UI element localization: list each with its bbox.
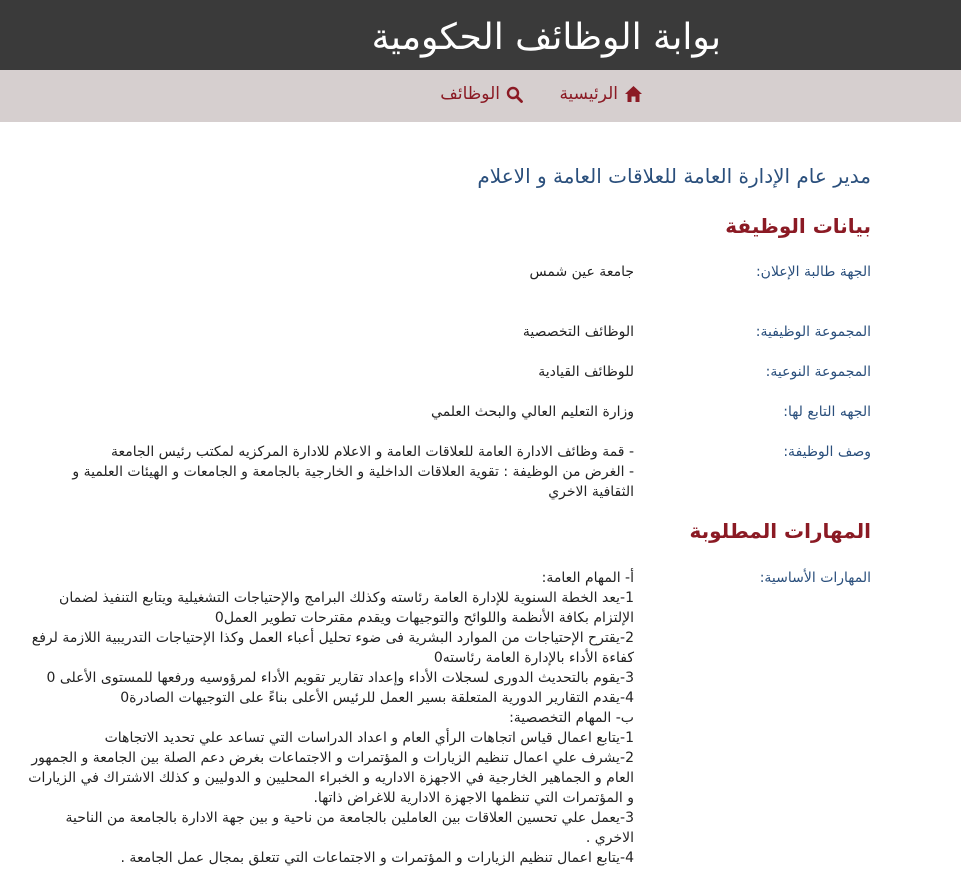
- skills-line: و المؤتمرات التي تنظمها الاجهزة الادارية للاغراض ذاتها.: [313, 790, 634, 806]
- field-value-affiliation: وزارة التعليم العالي والبحث العلمي: [431, 404, 634, 420]
- nav-jobs-label: الوظائف: [440, 84, 500, 104]
- skills-line: الإلتزام بكافة الأنظمة واللوائح والتوجيهات ويقدم مقترحات تطوير العمل0: [214, 610, 634, 626]
- skills-line: 1-يعد الخطة السنوية للإدارة العامة رئاسته وكذلك البرامج والإحتياجات التشغيلية ويتابع التنفيذ لضمان: [59, 590, 634, 606]
- description-line: الثقافية الاخري: [548, 484, 634, 500]
- job-data-heading: بيانات الوظيفة: [725, 214, 871, 238]
- skills-line: ب- المهام التخصصية:: [509, 710, 634, 726]
- skills-line: 3-يعمل علي تحسين العلاقات بين العاملين بالجامعة من ناحية و بين جهة الادارة بالجامعة من الناحية: [65, 810, 634, 826]
- basic-skills-text: [24, 568, 634, 868]
- field-label-type-group: المجموعة النوعية:: [765, 364, 871, 380]
- skills-heading: المهارات المطلوبة: [689, 519, 871, 543]
- nav-home-label: الرئيسية: [559, 84, 618, 104]
- skills-line: كفاءة الأداء بالإدارة العامة رئاسته0: [433, 650, 634, 666]
- field-value-employer: جامعة عين شمس: [529, 264, 634, 280]
- skills-line: العام و الجماهير الخارجية في الاجهزة الاداريه و الخبراء المحليين و الدوليين و كذلك الاشتراك في الزيارات: [28, 770, 634, 786]
- field-label-affiliation: الجهه التابع لها:: [783, 404, 871, 420]
- job-description: [74, 442, 634, 502]
- search-icon: [506, 86, 523, 103]
- skills-line: 1-يتابع اعمال قياس اتجاهات الرأي العام و اعداد الدراسات التي تساعد علي تحديد الاتجاهات: [104, 730, 634, 746]
- description-line: - الغرض من الوظيفة : تقوية العلاقات الداخلية و الخارجية بالجامعة و الجامعات و الهيئات العلمية و: [72, 464, 634, 480]
- skills-line: 3-يقوم بالتحديث الدورى لسجلات الأداء وإعداد تقارير تقويم الأداء لمرؤوسيه ورفعها للمستوى الأعلى 0: [46, 670, 634, 686]
- site-title: بوابة الوظائف الحكومية: [371, 17, 721, 58]
- nav-jobs-link[interactable]: [440, 84, 523, 104]
- field-value-job-group: الوظائف التخصصية: [522, 324, 634, 340]
- job-title: مدير عام الإدارة العامة للعلاقات العامة و الاعلام: [477, 164, 871, 188]
- field-value-type-group: للوظائف القيادية: [538, 364, 634, 380]
- description-line: - قمة وظائف الادارة العامة للعلاقات العامة و الاعلام للادارة المركزيه لمكتب رئيس الجامعة: [111, 444, 634, 460]
- skills-line: 2-يقترح الإحتياجات من الموارد البشرية فى ضوء تحليل أعباء العمل وكذا الإحتياجات التدريبية اللازمة لرفع: [31, 630, 634, 646]
- skills-line: أ- المهام العامة:: [541, 570, 634, 586]
- field-label-basic-skills: المهارات الأساسية:: [759, 570, 871, 586]
- skills-line: 2-يشرف علي اعمال تنظيم الزيارات و المؤتمرات و الاجتماعات بغرض دعم الصلة بين الجامعة و الجمهور: [31, 750, 634, 766]
- skills-line: الاخري .: [585, 830, 634, 846]
- skills-line: 4-يقدم التقارير الدورية المتعلقة بسير العمل للرئيس الأعلى بناءً على التوجيهات الصادرة0: [120, 690, 634, 706]
- field-label-employer: الجهة طالبة الإعلان:: [755, 264, 871, 280]
- field-label-job-group: المجموعة الوظيفية:: [755, 324, 871, 340]
- site-header: [0, 0, 961, 70]
- nav-home-link[interactable]: [559, 84, 643, 104]
- field-label-description: وصف الوظيفة:: [783, 444, 871, 460]
- home-icon: [624, 85, 643, 103]
- main-navbar: [0, 70, 961, 122]
- skills-line: 4-يتابع اعمال تنظيم الزيارات و المؤتمرات و الاجتماعات التي تتعلق بمجال عمل الجامعة .: [120, 850, 634, 866]
